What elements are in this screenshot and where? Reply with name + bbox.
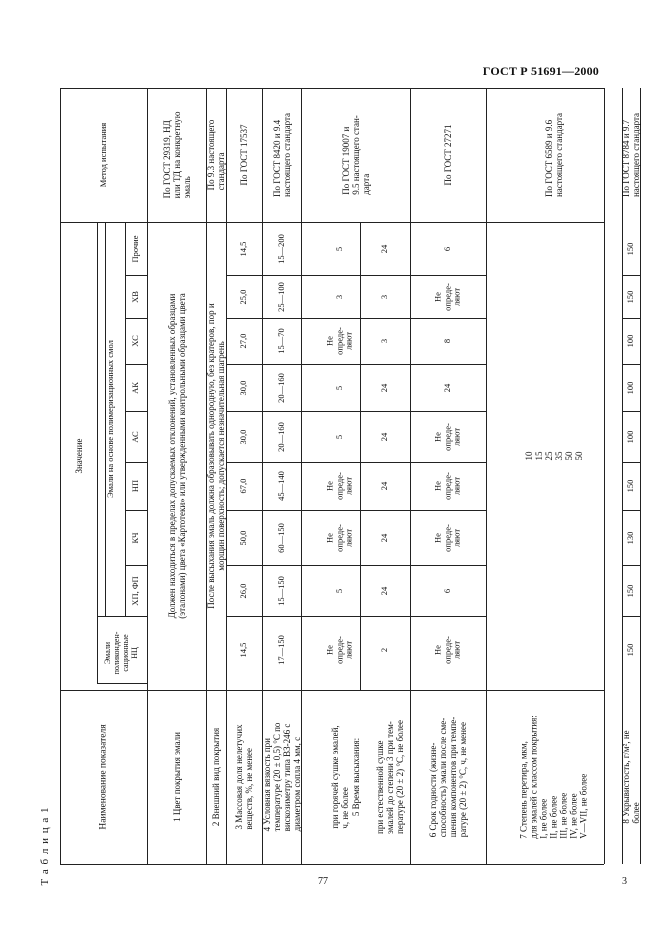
table-rule	[622, 565, 640, 566]
column-header: АС	[130, 430, 141, 443]
row-value-natural: 24	[379, 481, 390, 491]
table-rule	[622, 275, 640, 276]
row-value: 25—100	[275, 281, 286, 312]
row-indicator: 5 Время высыхания:	[350, 737, 361, 817]
page-number: 77	[318, 876, 328, 887]
row-value-hot: 5	[333, 588, 344, 593]
row-method: По ГОСТ 19007 и 9.5 настоящего стан- дарта	[340, 115, 371, 195]
table-rule	[262, 318, 301, 319]
row-value: 100	[625, 381, 636, 394]
table-rule	[622, 462, 640, 463]
row-value: 24	[442, 383, 453, 392]
table-rule	[410, 318, 486, 319]
row-indicator: 3 Массовая доля нелетучих веществ, %, не менее	[233, 724, 254, 830]
column-header: КЧ	[130, 531, 141, 544]
row-value: Не опреде- ляют	[432, 422, 462, 451]
row-value: 27,0	[238, 333, 249, 349]
table-rule	[410, 510, 486, 511]
row-indicator: 7 Степень перетира, мкм, для эмалей с классом покрытия: I, не более II, не более III, не более IV, не более V—VII, не более	[518, 715, 590, 839]
row-method: По ГОСТ 29319, НД или ТД на конкретную эмаль	[161, 111, 192, 199]
row-subindicator-natural: при естественной сушке эмалей до степени 3 при тем- пературе (20 ± 2) °С, не более	[374, 720, 406, 834]
table-rule	[301, 510, 410, 511]
table-rule	[226, 275, 262, 276]
row-value: 6	[442, 246, 453, 251]
table-rule	[622, 510, 640, 511]
row-method: По ГОСТ 6589 и 9.6 настоящего стандарта	[543, 112, 564, 198]
row-value-natural: 24	[379, 586, 390, 595]
table-rule	[301, 462, 410, 463]
row-merged-value: 10 15 25 35 50 50	[523, 451, 585, 461]
row-value: 100	[625, 334, 636, 348]
row-value: Не опреде- ляют	[432, 635, 462, 664]
row-value: 45—140	[275, 471, 286, 501]
row-value-hot: Не опреде- ляют	[324, 327, 354, 355]
row-method: По 9.3 настоящего стандарта	[205, 119, 226, 191]
header-polycondensation: Эмали поликонден- сационные НЦ	[103, 631, 139, 675]
row-value: 20—160	[275, 372, 286, 403]
row-value-natural: 2	[379, 647, 390, 652]
table-rule	[622, 616, 640, 617]
table-rule	[410, 411, 486, 412]
row-value: 130	[625, 531, 636, 544]
table-rule	[262, 462, 301, 463]
table-rule	[262, 364, 301, 365]
table-rule	[301, 411, 410, 412]
row-value: 15—200	[275, 233, 286, 264]
row-value: 30,0	[238, 380, 249, 395]
row-value-hot: 5	[333, 434, 344, 439]
row-value-hot: 5	[333, 246, 344, 251]
row-value-hot: Не опреде- ляют	[324, 523, 354, 552]
row-value: 150	[625, 242, 636, 255]
row-value: 100	[625, 430, 636, 443]
row-value: Не опреде- ляют	[432, 472, 462, 500]
column-header: АК	[130, 381, 141, 394]
row-indicator: 6 Срок годности (жизне- способность) эмали после сме- шения компонентов при темпе- ратуре (20 ± 2) °С, ч, не менее	[427, 716, 469, 838]
row-merged-value: Должен находиться в пределах допускаемых отклонений, установленных образцами (эталонами) цвета «Картотеки» или утвержденными контрольными образцами цвета	[166, 293, 187, 619]
row-value: 60—150	[275, 522, 286, 553]
table-rule	[226, 616, 262, 617]
row-value-hot: 5	[333, 385, 344, 390]
row-value: 17—150	[275, 634, 286, 665]
table-rule	[301, 616, 410, 617]
table-rule	[262, 411, 301, 412]
table-rule	[301, 364, 410, 365]
table-rule	[622, 364, 640, 365]
row-value-natural: 3	[379, 294, 390, 299]
table-rule	[622, 318, 640, 319]
header-value: Значение	[73, 438, 84, 474]
row-subindicator-hot: при горячей сушке эмалей, ч, не более	[329, 725, 350, 829]
row-indicator: 4 Условная вязкость при температуре (20 ± 0,5) °С по вискозиметру типа ВЗ-246 с диаметром сопла 4 мм, с	[261, 722, 302, 832]
row-value: Не опреде- ляют	[432, 282, 462, 311]
table-rule	[301, 565, 410, 566]
table-caption: Т а б л и ц а 1	[38, 806, 51, 886]
standard-code: ГОСТ Р 51691—2000	[482, 64, 599, 78]
row-indicator: 1 Цвет покрытия эмали	[171, 732, 182, 822]
row-indicator: 8 Укрывистость, г/м², не более	[620, 730, 641, 824]
table-rule	[262, 275, 301, 276]
row-value: 67,0	[238, 478, 249, 494]
header-indicator: Наименование показателя	[98, 724, 109, 830]
column-header: Прочие	[130, 234, 141, 263]
column-header: ХП, ФП	[130, 575, 141, 606]
table-rule	[622, 411, 640, 412]
row-method: По ГОСТ 8420 и 9.4 настоящего стандарта	[271, 112, 292, 198]
row-value-hot: Не опреде- ляют	[324, 472, 354, 500]
row-value: 15—70	[275, 328, 286, 354]
row-value-hot: Не опреде- ляют	[324, 635, 354, 664]
header-polymerization: Эмали на основе полимеризационных смол	[105, 340, 116, 498]
row-value: 6	[442, 588, 453, 593]
row-value-hot: 3	[333, 294, 344, 299]
row-value: Не опреде- ляют	[432, 523, 462, 552]
row-value: 150	[625, 479, 636, 493]
row-value: 20—160	[275, 421, 286, 452]
row-value: 14,5	[238, 642, 249, 657]
table-rule	[410, 616, 486, 617]
row-value-natural: 24	[379, 533, 390, 542]
row-method: По ГОСТ 27271	[442, 124, 453, 186]
row-method: По ГОСТ 8784 и 9.7 настоящего стандарта	[620, 112, 641, 198]
column-header: НП	[130, 479, 141, 493]
row-value: 25,0	[238, 289, 249, 304]
row-indicator: 2 Внешний вид покрытия	[210, 727, 221, 827]
row-merged-value: После высыхания эмаль должна образовывать однородную, без кратеров, пор и морщин поверхность; допускается незначительная шагрень	[205, 303, 226, 609]
table-rule	[226, 318, 262, 319]
row-value: 26,0	[238, 583, 249, 598]
table-rule	[301, 275, 410, 276]
row-value: 150	[625, 643, 636, 656]
header-method: Метод испытания	[97, 122, 108, 188]
row-value: 50,0	[238, 530, 249, 545]
table-rule	[410, 364, 486, 365]
table-rule	[410, 275, 486, 276]
row-value: 15—150	[275, 575, 286, 606]
table-rule	[226, 462, 262, 463]
row-value: 8	[442, 338, 453, 344]
row-value-natural: 24	[379, 244, 390, 253]
table-rule	[60, 864, 604, 865]
row-method: По ГОСТ 17537	[238, 124, 249, 186]
table-rule	[226, 364, 262, 365]
table-rule	[226, 411, 262, 412]
row-value: 150	[625, 584, 636, 597]
row-value: 14,5	[238, 241, 249, 256]
table-rule	[410, 462, 486, 463]
table-rule	[262, 616, 301, 617]
row-value-natural: 24	[379, 432, 390, 441]
row-value-natural: 24	[379, 383, 390, 392]
column-header: ХВ	[130, 290, 141, 303]
column-header: ХС	[130, 335, 141, 347]
row-value: 150	[625, 290, 636, 303]
row-value-natural: 3	[379, 338, 390, 344]
row-value: 30,0	[238, 429, 249, 444]
table-rule	[226, 510, 262, 511]
table-rule	[226, 565, 262, 566]
table-rule	[262, 510, 301, 511]
table-rule	[262, 565, 301, 566]
table-rule	[301, 318, 410, 319]
table-rule	[410, 565, 486, 566]
sheet-number: 3	[622, 876, 627, 887]
